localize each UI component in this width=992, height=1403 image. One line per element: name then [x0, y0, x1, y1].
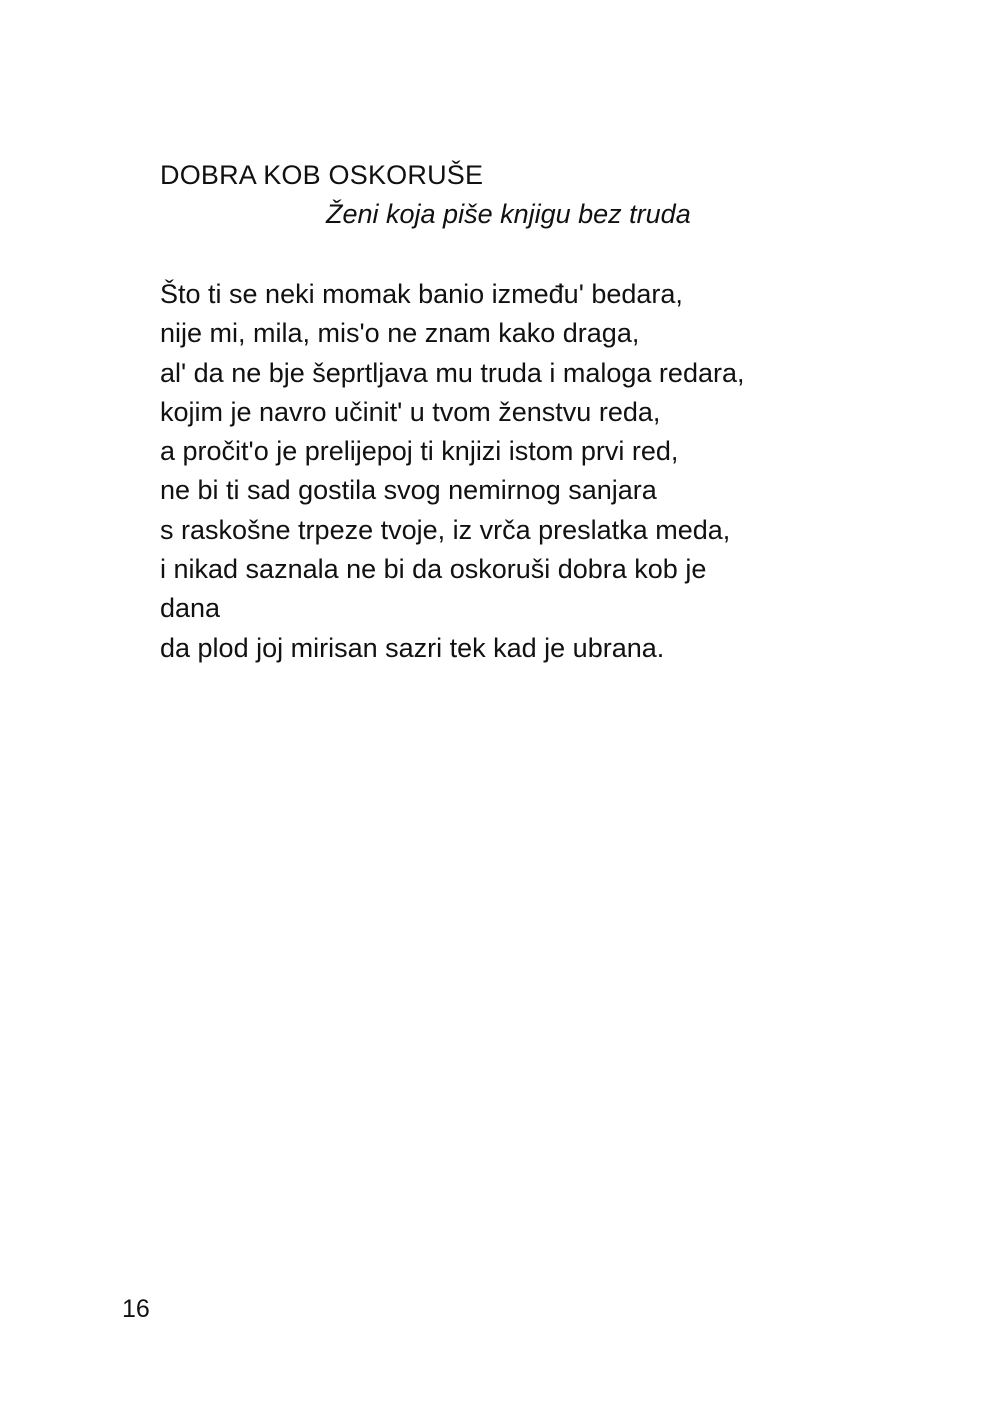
verse-line: a pročit'o je prelijepoj ti knjizi istom prvi red, [160, 436, 679, 467]
poem-verses [160, 275, 860, 668]
verse-line: Što ti se neki momak banio između' bedara, [160, 279, 683, 309]
verse-line: s raskošne trpeze tvoje, iz vrča preslatka meda, [160, 514, 731, 545]
verse-line: i nikad saznala ne bi da oskoruši dobra kob je [160, 554, 707, 585]
verse-line: ne bi ti sad gostila svog nemirnog sanjara [160, 475, 657, 506]
verse-line: dana [160, 593, 221, 624]
poem-title: DOBRA KOB OSKORUŠE [160, 160, 484, 190]
verse-line: da plod joj mirisan sazri tek kad je ubrana. [160, 632, 665, 663]
verse-line: nije mi, mila, mis'o ne znam kako draga, [160, 318, 640, 349]
page-number: 16 [122, 1295, 150, 1323]
verse-line: al' da ne bje šeprtljava mu truda i maloga redara, [160, 357, 745, 388]
poem-dedication: Ženi koja piše knjigu bez truda [326, 199, 691, 229]
verse-line: kojim je navro učinit' u tvom ženstvu reda, [160, 396, 661, 427]
